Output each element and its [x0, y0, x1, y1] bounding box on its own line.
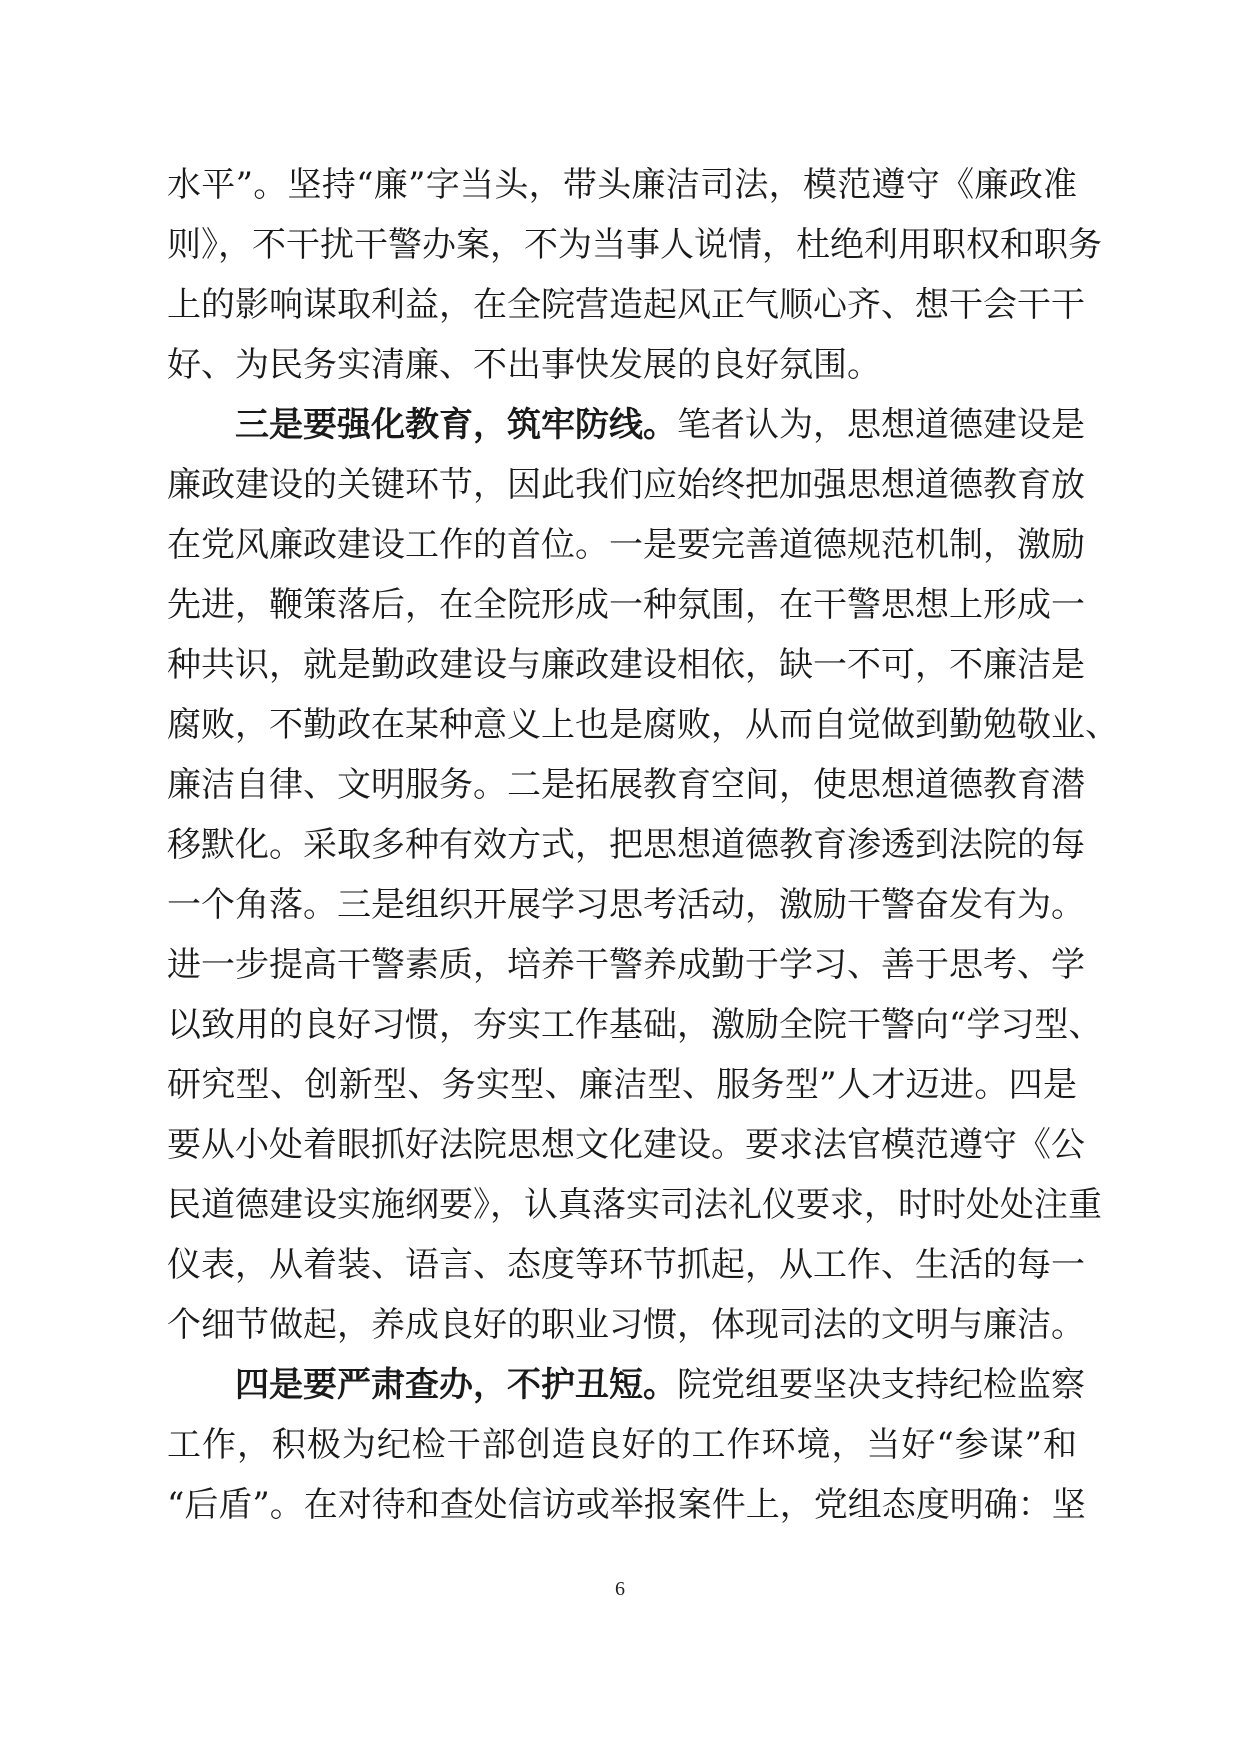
text-line: 水平”。坚持“廉”字当头，带头廉洁司法，模范遵守《廉政准 [167, 165, 1077, 205]
text-line: 进一步提高干警素质，培养干警养成勤于学习、善于思考、学 [167, 945, 1085, 985]
text-line: 廉政建设的关键环节，因此我们应始终把加强思想道德教育放 [167, 465, 1085, 505]
section-heading: 四是要严肃查办，不护丑短。 [235, 1365, 677, 1405]
text-run: 院党组要坚决支持纪检监察 [677, 1365, 1085, 1405]
page-number: 6 [615, 1578, 625, 1600]
text-line: 廉洁自律、文明服务。二是拓展教育空间，使思想道德教育潜 [167, 765, 1085, 805]
text-line: 民道德建设实施纲要》，认真落实司法礼仪要求，时时处处注重 [167, 1185, 1102, 1225]
text-run: 笔者认为，思想道德建设是 [677, 405, 1085, 445]
text-line: 上的影响谋取利益，在全院营造起风正气顺心齐、想干会干干 [167, 285, 1085, 325]
paragraph-first-line [167, 395, 1085, 455]
body-text [167, 155, 1119, 1535]
text-line: 先进，鞭策落后，在全院形成一种氛围，在干警思想上形成一 [167, 585, 1085, 625]
text-line: 研究型、创新型、务实型、廉洁型、服务型”人才迈进。四是 [167, 1065, 1077, 1105]
text-line: 移默化。采取多种有效方式，把思想道德教育渗透到法院的每 [167, 825, 1085, 865]
text-line: 工作，积极为纪检干部创造良好的工作环境，当好“参谋”和 [167, 1425, 1077, 1465]
text-line: 以致用的良好习惯，夯实工作基础，激励全院干警向“学习型、 [167, 1005, 1103, 1045]
text-line: 个细节做起，养成良好的职业习惯，体现司法的文明与廉洁。 [167, 1305, 1085, 1345]
text-line: “后盾”。在对待和查处信访或举报案件上，党组态度明确：坚 [167, 1485, 1086, 1525]
section-heading: 三是要强化教育，筑牢防线。 [235, 405, 677, 445]
paragraph-first-line [167, 1355, 1085, 1415]
text-line: 则》，不干扰干警办案，不为当事人说情，杜绝利用职权和职务 [167, 225, 1102, 265]
text-line: 好、为民务实清廉、不出事快发展的良好氛围。 [167, 345, 881, 385]
text-line: 一个角落。三是组织开展学习思考活动，激励干警奋发有为。 [167, 885, 1085, 925]
text-line: 仪表，从着装、语言、态度等环节抓起，从工作、生活的每一 [167, 1245, 1085, 1285]
text-line: 种共识，就是勤政建设与廉政建设相依，缺一不可，不廉洁是 [167, 645, 1085, 685]
text-line: 在党风廉政建设工作的首位。一是要完善道德规范机制，激励 [167, 525, 1085, 565]
text-line: 腐败，不勤政在某种意义上也是腐败，从而自觉做到勤勉敬业、 [167, 705, 1119, 745]
text-line: 要从小处着眼抓好法院思想文化建设。要求法官模范遵守《公 [167, 1125, 1085, 1165]
